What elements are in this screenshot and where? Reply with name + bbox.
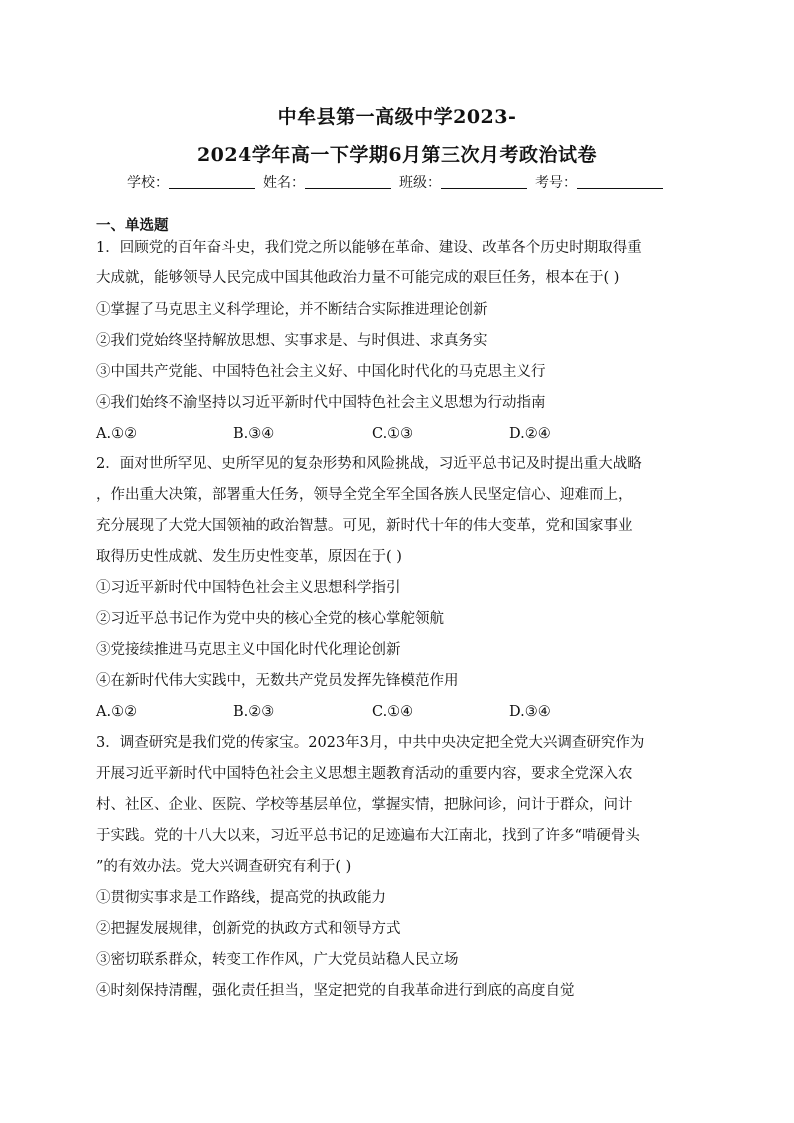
q1-item: ④我们始终不渝坚持以习近平新时代中国特色社会主义思想为行动指南 (96, 395, 546, 411)
q2-option-b[interactable]: B.②③ (233, 704, 275, 720)
q3-item: ②把握发展规律，创新党的执政方式和领导方式 (96, 921, 401, 937)
q1-option-b[interactable]: B.③④ (233, 426, 275, 442)
q1-item: ③中国共产党能、中国特色社会主义好、中国化时代化的马克思主义行 (96, 364, 546, 380)
section-heading: 一、单选题 (96, 218, 169, 234)
q1-stem-line: 1．回顾党的百年奋斗史，我们党之所以能够在革命、建设、改革各个历史时期取得重 (96, 240, 642, 256)
q2-stem-line: 取得历史性成就、发生历史性变革，原因在于( ) (96, 549, 402, 565)
q2-options (96, 702, 706, 722)
q3-stem-line: 3．调查研究是我们党的传家宝。2023年3月，中共中央决定把全党大兴调查研究作为 (96, 735, 645, 751)
q3-stem-line: ”的有效办法。党大兴调查研究有利于( ) (96, 859, 352, 875)
school-label: 学校： (127, 175, 169, 191)
q3-item: ④时刻保持清醒，强化责任担当，坚定把党的自我革命进行到底的高度自觉 (96, 983, 575, 999)
q1-options (96, 424, 706, 444)
q2-item: ②习近平总书记作为党中央的核心全党的核心掌舵领航 (96, 611, 444, 627)
q3-stem-line: 开展习近平新时代中国特色社会主义思想主题教育活动的重要内容，要求全党深入农 (96, 766, 633, 782)
q3-stem-line: 于实践。党的十八大以来，习近平总书记的足迹遍布大江南北，找到了许多“啃硬骨头 (96, 828, 640, 844)
q3-stem-line: 村、社区、企业、医院、学校等基层单位，掌握实情，把脉问诊，问计于群众，问计 (96, 797, 633, 813)
q1-option-c[interactable]: C.①③ (372, 426, 414, 442)
q2-item: ④在新时代伟大实践中，无数共产党员发挥先锋模范作用 (96, 673, 459, 689)
q1-stem-line: 大成就，能够领导人民完成中国其他政治力量不可能完成的艰巨任务，根本在于( ) (96, 270, 620, 286)
name-label: 姓名： (263, 175, 305, 191)
class-label: 班级： (399, 175, 441, 191)
class-field[interactable] (399, 172, 531, 192)
q2-stem-line: ，作出重大决策，部署重大任务，领导全党全军全国各族人民坚定信心、迎难而上， (96, 487, 633, 503)
q1-option-d[interactable]: D.②④ (509, 426, 551, 442)
student-info-row (0, 172, 794, 192)
q2-item: ③党接续推进马克思主义中国化时代化理论创新 (96, 642, 401, 658)
school-field[interactable] (127, 172, 259, 192)
exam-number-field[interactable] (535, 172, 667, 192)
q2-option-c[interactable]: C.①④ (372, 704, 414, 720)
q1-option-a[interactable]: A.①② (96, 426, 138, 442)
q2-item: ①习近平新时代中国特色社会主义思想科学指引 (96, 580, 401, 596)
class-blank[interactable] (441, 188, 527, 189)
name-blank[interactable] (305, 188, 391, 189)
q2-option-d[interactable]: D.③④ (509, 704, 551, 720)
q2-stem-line: 充分展现了大党大国领袖的政治智慧。可见，新时代十年的伟大变革，党和国家事业 (96, 518, 633, 534)
q1-item: ②我们党始终坚持解放思想、实事求是、与时俱进、求真务实 (96, 333, 488, 349)
exam-title-line-2: 2024学年高一下学期6月第三次月考政治试卷 (196, 144, 598, 166)
exam-title-line-1: 中牟县第一高级中学2023- (277, 106, 517, 128)
q2-option-a[interactable]: A.①② (96, 704, 138, 720)
q1-item: ①掌握了马克思主义科学理论，并不断结合实际推进理论创新 (96, 302, 488, 318)
q2-stem-line: 2．面对世所罕见、史所罕见的复杂形势和风险挑战，习近平总书记及时提出重大战略 (96, 456, 642, 472)
exam-number-blank[interactable] (577, 188, 663, 189)
school-blank[interactable] (169, 188, 255, 189)
name-field[interactable] (263, 172, 395, 192)
q3-item: ①贯彻实事求是工作路线，提高党的执政能力 (96, 890, 386, 906)
q3-item: ③密切联系群众，转变工作作风，广大党员站稳人民立场 (96, 952, 459, 968)
exam-number-label: 考号： (535, 175, 577, 191)
